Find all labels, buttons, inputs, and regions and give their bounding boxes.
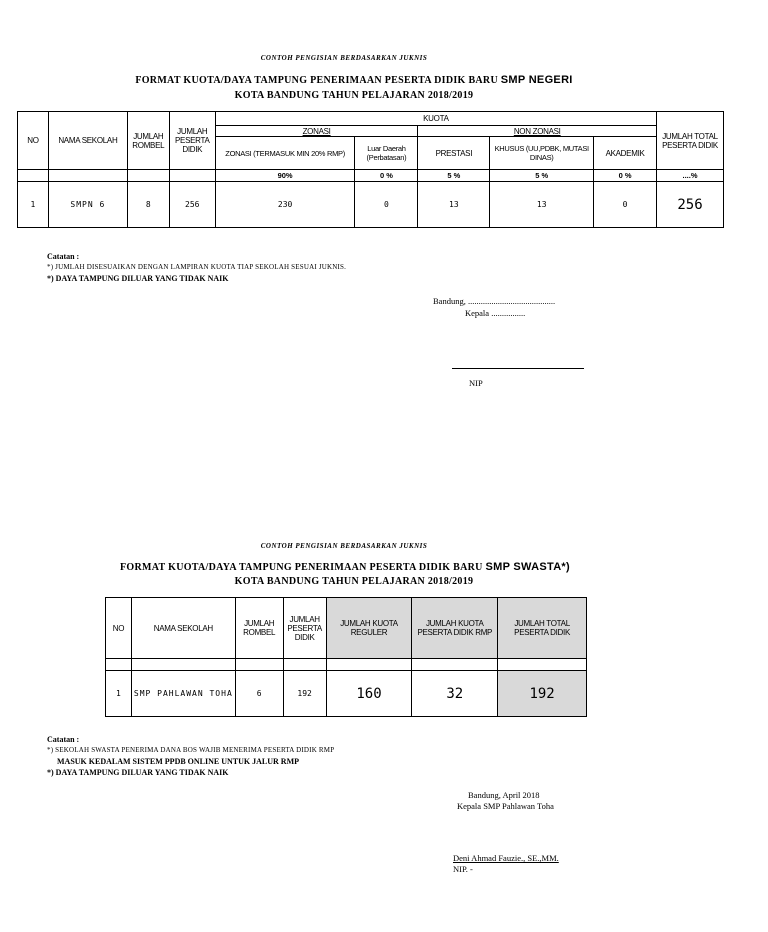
header-zonasi-rmp: ZONASI (TERMASUK MIN 20% RMP): [215, 137, 355, 170]
note-item: *) DAYA TAMPUNG DILUAR YANG TIDAK NAIK: [47, 768, 229, 777]
cell-no: 1: [18, 182, 49, 228]
cell-total: 192: [498, 671, 587, 717]
pct-prestasi: 5 %: [418, 170, 490, 182]
note-item: *) JUMLAH DISESUAIKAN DENGAN LAMPIRAN KUOTA TIAP SEKOLAH SESUAI JUKNIS.: [47, 263, 347, 271]
cell-peserta: 192: [283, 671, 326, 717]
cell-no: 1: [106, 671, 132, 717]
signature-name: Deni Ahmad Fauzie., SE.,MM.: [453, 853, 559, 863]
header-nama-sekolah: NAMA SEKOLAH: [48, 112, 127, 170]
catatan-label: Catatan :: [47, 735, 80, 744]
contoh-label: CONTOH PENGISIAN BERDASARKAN JUKNIS: [260, 54, 428, 62]
signature-role: Kepala SMP Pahlawan Toha: [457, 801, 554, 811]
cell-nama: SMPN 6: [48, 182, 127, 228]
kuota-table-swasta: [105, 597, 587, 717]
page-subtitle: KOTA BANDUNG TAHUN PELAJARAN 2018/2019: [234, 576, 474, 587]
pct-khusus: 5 %: [490, 170, 594, 182]
note-item: *) DAYA TAMPUNG DILUAR YANG TIDAK NAIK: [47, 274, 229, 283]
header-khusus: KHUSUS (UU,PDBK, MUTASI DINAS): [490, 137, 594, 170]
header-kuota-reguler: JUMLAH KUOTA REGULER: [326, 598, 412, 659]
pct-luar-daerah: 0 %: [355, 170, 418, 182]
page-title: FORMAT KUOTA/DAYA TAMPUNG PENERIMAAN PESERTA DIDIK BARU SMP SWASTA*): [120, 561, 570, 573]
cell-total: 256: [657, 182, 724, 228]
header-jumlah-rombel: JUMLAH ROMBEL: [127, 112, 169, 170]
pct-zonasi: 90%: [215, 170, 355, 182]
cell-luar-daerah: 0: [355, 182, 418, 228]
catatan-block: [47, 251, 547, 284]
header-zonasi: ZONASI: [215, 126, 418, 137]
header-prestasi: PRESTASI: [418, 137, 490, 170]
header-jumlah-peserta: JUMLAH PESERTA DIDIK: [283, 598, 326, 659]
signature-place: Bandung, .........................................: [433, 296, 556, 306]
signature-role: Kepala ................: [465, 308, 526, 318]
header-non-zonasi: NON ZONASI: [418, 126, 657, 137]
page-subtitle: KOTA BANDUNG TAHUN PELAJARAN 2018/2019: [234, 90, 474, 101]
page-title: FORMAT KUOTA/DAYA TAMPUNG PENERIMAAN PESERTA DIDIK BARU SMP NEGERI: [135, 74, 573, 86]
pct-akademik: 0 %: [594, 170, 657, 182]
header-luar-daerah: Luar Daerah (Perbatasan): [355, 137, 418, 170]
cell-khusus: 13: [490, 182, 594, 228]
cell-rombel: 8: [127, 182, 169, 228]
kuota-table-negeri: [17, 111, 724, 228]
contoh-label: CONTOH PENGISIAN BERDASARKAN JUKNIS: [260, 542, 428, 550]
percent-row: [18, 170, 724, 182]
header-jumlah-total: JUMLAH TOTAL PESERTA DIDIK: [657, 112, 724, 170]
header-jumlah-peserta: JUMLAH PESERTA DIDIK: [169, 112, 215, 170]
table-row: [18, 182, 724, 228]
header-nama-sekolah: NAMA SEKOLAH: [131, 598, 235, 659]
header-kuota-rmp: JUMLAH KUOTA PESERTA DIDIK RMP: [412, 598, 498, 659]
header-no: NO: [18, 112, 49, 170]
cell-reguler: 160: [326, 671, 412, 717]
catatan-label: Catatan :: [47, 252, 80, 261]
note-item: *) SEKOLAH SWASTA PENERIMA DANA BOS WAJIB MENERIMA PESERTA DIDIK RMP: [47, 746, 335, 754]
signature-place: Bandung, April 2018: [468, 790, 540, 800]
header-kuota: KUOTA: [215, 112, 656, 126]
cell-prestasi: 13: [418, 182, 490, 228]
cell-zonasi: 230: [215, 182, 355, 228]
signature-nip: NIP. -: [453, 864, 473, 874]
header-jumlah-rombel: JUMLAH ROMBEL: [235, 598, 283, 659]
catatan-block: [47, 734, 547, 778]
cell-akademik: 0: [594, 182, 657, 228]
header-no: NO: [106, 598, 132, 659]
spacer-row: [106, 659, 587, 671]
header-jumlah-total: JUMLAH TOTAL PESERTA DIDIK: [498, 598, 587, 659]
header-akademik: AKADEMIK: [594, 137, 657, 170]
signature-nip: NIP: [469, 378, 483, 388]
cell-rmp: 32: [412, 671, 498, 717]
pct-total: ....%: [657, 170, 724, 182]
signature-line: [452, 368, 584, 369]
cell-peserta: 256: [169, 182, 215, 228]
cell-rombel: 6: [235, 671, 283, 717]
table-row: [106, 671, 587, 717]
note-item: MASUK KEDALAM SISTEM PPDB ONLINE UNTUK JALUR RMP: [57, 757, 300, 766]
cell-nama: SMP PAHLAWAN TOHA: [131, 671, 235, 717]
